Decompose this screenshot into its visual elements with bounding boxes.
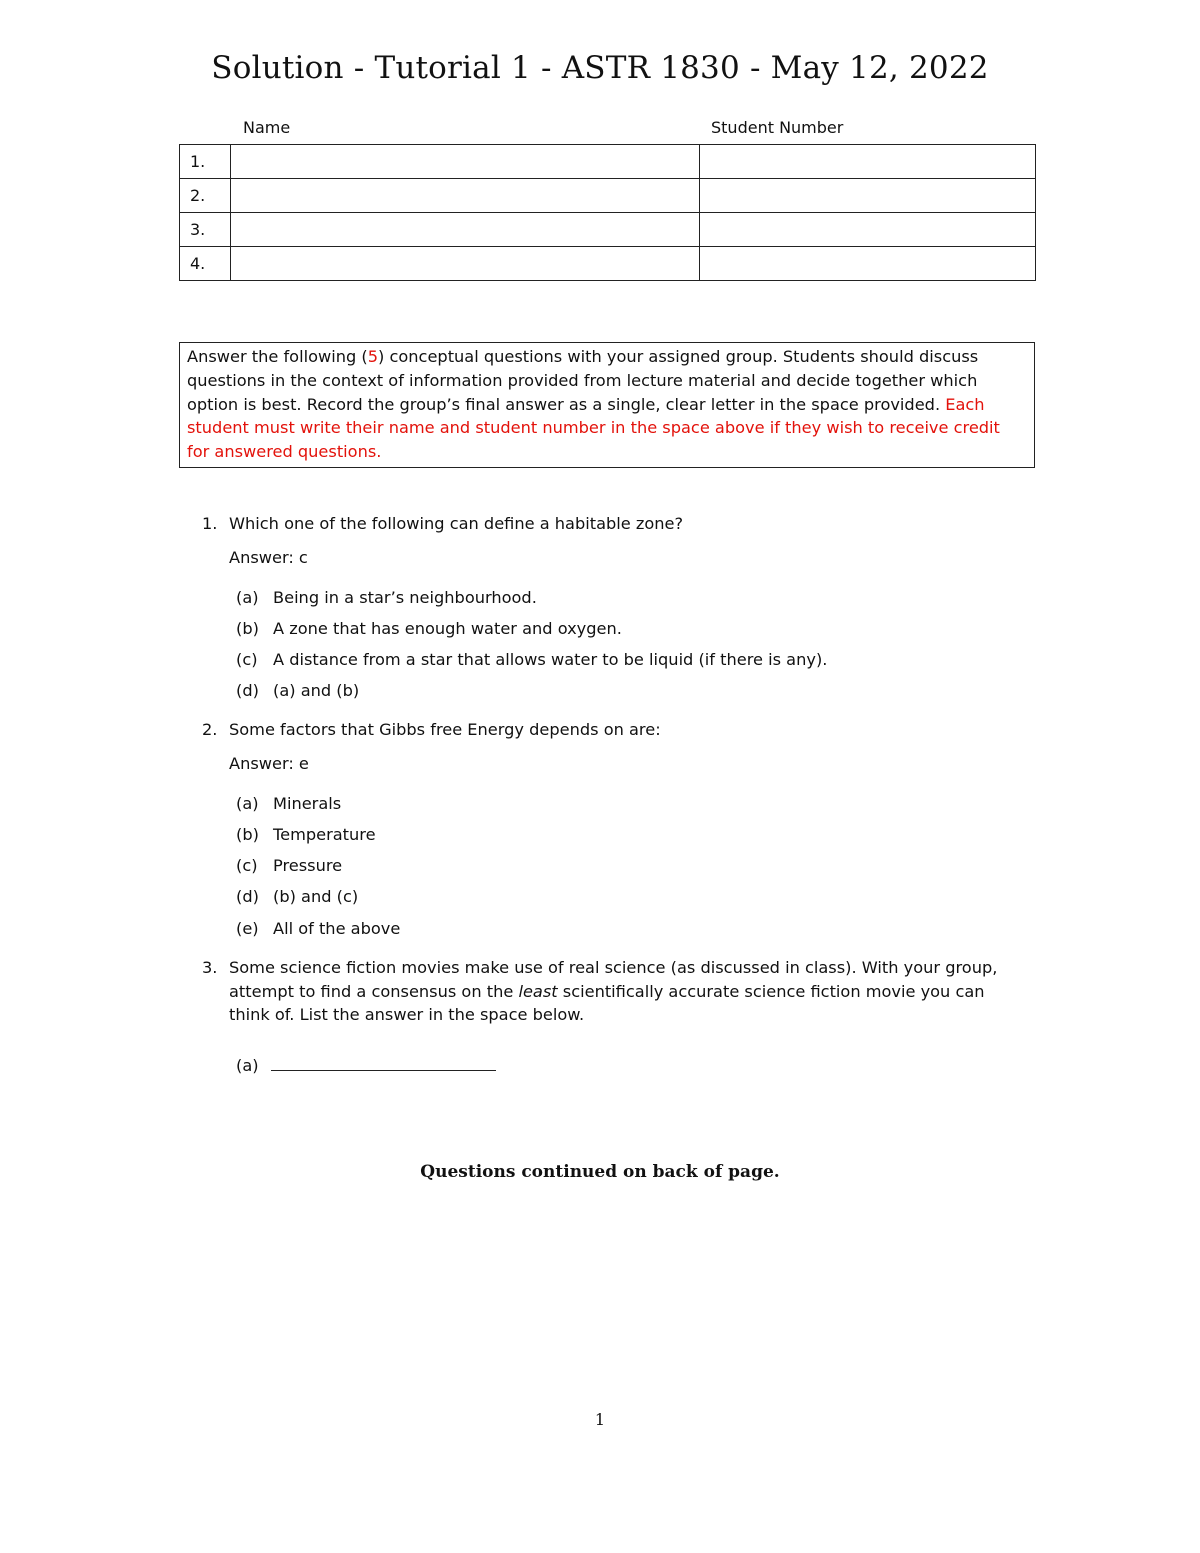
question-2-answer: Answer: e (229, 754, 309, 773)
student-number-cell[interactable] (700, 213, 1036, 247)
row-number: 3. (180, 213, 231, 247)
question-2-text: Some factors that Gibbs free Energy depends on are: (229, 720, 661, 739)
row-number: 4. (180, 247, 231, 281)
answer-blank-line[interactable] (271, 1070, 496, 1071)
instructions-text-end: ) conceptual questions with your assigned group. Students should discuss questions in the context of information provided from lecture material and decide together which option is best. Record the group’s final answer as a single, clear letter in the space provided. (187, 347, 979, 414)
roster-row (180, 145, 1036, 179)
student-number-cell[interactable] (700, 247, 1036, 281)
question-3-emphasis: least (518, 981, 558, 1001)
instructions-text-start: Answer the following ( (187, 347, 368, 366)
roster-row (180, 247, 1036, 281)
student-number-cell[interactable] (700, 179, 1036, 213)
question-3-text-start: Some science fiction movies make use of real science (as discussed in class). With your group, attempt to find a consensus on the (229, 958, 998, 1001)
option-label: (c) (236, 856, 258, 875)
option-text: Pressure (273, 856, 343, 875)
option-label: (a) (236, 794, 259, 813)
page-number: 1 (594, 1410, 606, 1429)
question-1-answer: Answer: c (229, 548, 308, 567)
name-cell[interactable] (231, 179, 700, 213)
option-text: All of the above (273, 919, 401, 938)
option-text: (b) and (c) (273, 887, 359, 906)
question-3-text (229, 956, 1029, 1027)
student-number-column-header: Student Number (711, 118, 844, 137)
instructions-warning: Each student must write their name and student number in the space above if they wish to receive credit for answered questions. (187, 394, 1000, 462)
student-number-cell[interactable] (700, 145, 1036, 179)
option-label: (c) (236, 650, 258, 669)
row-number: 1. (180, 145, 231, 179)
option-label: (b) (236, 825, 259, 844)
option-text: (a) and (b) (273, 681, 360, 700)
question-3-text-end: scientifically accurate science fiction movie you can think of. List the answer in the space below. (229, 981, 985, 1024)
roster-row (180, 213, 1036, 247)
continued-note: Questions continued on back of page. (420, 1162, 780, 1182)
roster-row (180, 179, 1036, 213)
option-text: Being in a star’s neighbourhood. (273, 588, 537, 607)
option-text: A zone that has enough water and oxygen. (273, 619, 622, 638)
roster-table (179, 144, 1036, 281)
question-1-text: Which one of the following can define a habitable zone? (229, 514, 684, 533)
name-cell[interactable] (231, 213, 700, 247)
question-2-number: 2. (202, 720, 218, 739)
option-label: (a) (236, 1056, 259, 1075)
option-label: (e) (236, 919, 259, 938)
page-title: Solution - Tutorial 1 - ASTR 1830 - May 12, 2022 (211, 50, 989, 86)
instructions-box (179, 342, 1035, 468)
name-column-header: Name (243, 118, 291, 137)
name-cell[interactable] (231, 145, 700, 179)
option-label: (d) (236, 681, 259, 700)
question-count: 5 (367, 347, 379, 366)
option-label: (b) (236, 619, 259, 638)
option-label: (d) (236, 887, 259, 906)
question-3-number: 3. (202, 958, 218, 977)
option-text: A distance from a star that allows water to be liquid (if there is any). (273, 650, 828, 669)
option-label: (a) (236, 588, 259, 607)
option-text: Temperature (273, 825, 376, 844)
question-1-number: 1. (202, 514, 218, 533)
row-number: 2. (180, 179, 231, 213)
name-cell[interactable] (231, 247, 700, 281)
option-text: Minerals (273, 794, 342, 813)
